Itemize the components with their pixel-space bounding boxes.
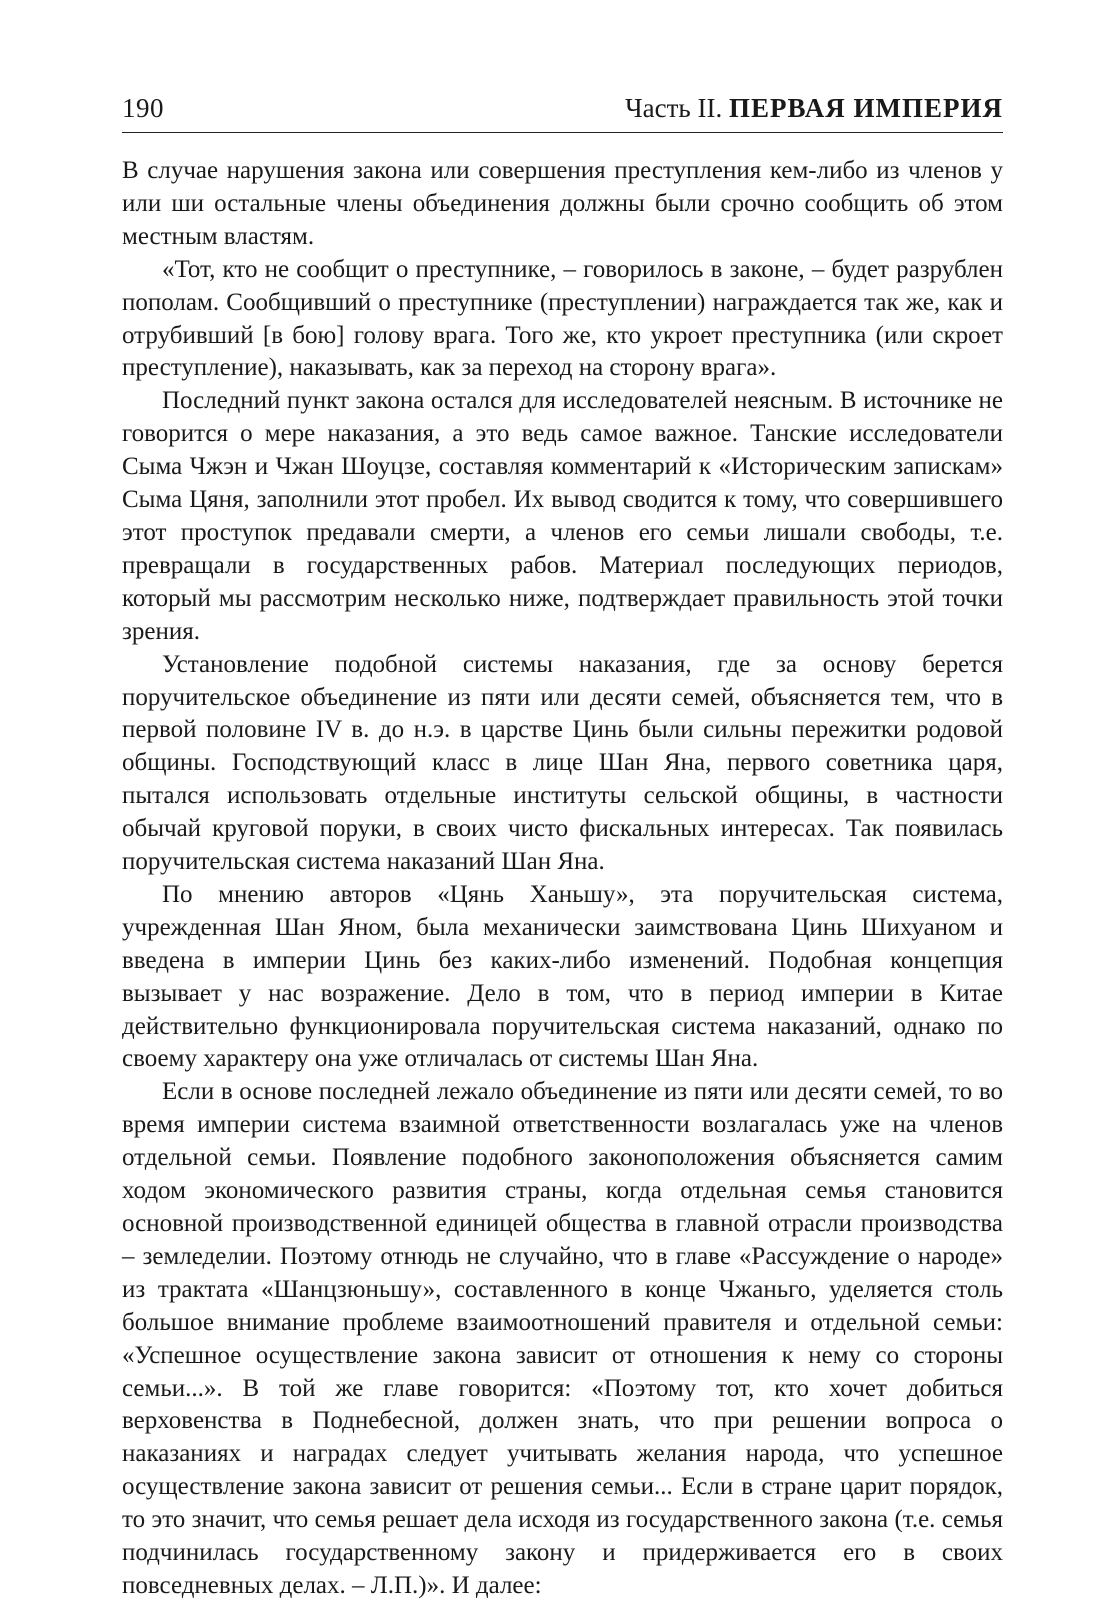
paragraph-4: Установление подобной системы наказания, где за основу берется поручительское объединение из пяти или десяти семей, объясняется тем, что в первой половине IV в. до н.э. в царстве Цинь были сильны пережитки родовой общины. Господствующий класс в лице Шан Яна, первого советника царя, пытался использовать отдельные институты сельской общины, в частности обычай круговой поруки, в своих чисто фискальных интересах. Так появилась поручительская система наказаний Шан Яна. <box>122 650 1003 876</box>
book-page <box>122 88 1003 1603</box>
paragraph-1: В случае нарушения закона или совершения преступления кем-либо из членов у или ши остальные члены объединения должны были срочно сообщить об этом местным властям. <box>122 157 1003 250</box>
part-name: ПЕРВАЯ ИМПЕРИЯ <box>728 93 1003 123</box>
part-title <box>625 88 1003 128</box>
paragraph-2: «Тот, кто не сообщит о преступнике, – говорилось в законе, – будет разрублен пополам. Сообщивший о преступнике (преступлении) награждается так же, как и отрубивший [в бою] голову врага. Того же, кто укроет преступника (или скроет преступление), наказывать, как за переход на сторону врага». <box>122 255 1003 382</box>
page-number: 190 <box>122 93 164 123</box>
part-label: Часть II. <box>625 93 729 123</box>
running-header <box>122 88 1003 133</box>
paragraph-3: Последний пункт закона остался для исследователей неясным. В источнике не говорится о мере наказания, а это ведь самое важное. Танские исследователи Сыма Чжэн и Чжан Шоуцзе, составляя комментарий к «Историческим запискам» Сыма Цяня, заполнили этот пробел. Их вывод сводится к тому, что совершившего этот проступок предавали смерти, а членов его семьи лишали свободы, т.е. превращали в государственных рабов. Материал последующих периодов, который мы рассмотрим несколько ниже, подтверждает правильность этой точки зрения. <box>122 387 1003 645</box>
paragraph-6: Если в основе последней лежало объединение из пяти или десяти семей, то во время империи система взаимной ответственности возлагалась уже на членов отдельной семьи. Появление подобного законоположения объясняется самим ходом экономического развития страны, когда отдельная семья становится основной производственной единицей общества в главной отрасли производства – земледелии. Поэтому отнюдь не случайно, что в главе «Рассуждение о народе» из трактата «Шанцзюньшу», составленного в конце Чжаньго, уделяется столь большое внимание проблеме взаимоотношений правителя и отдельной семьи: «Успешное осуществление закона зависит от отношения к нему со стороны семьи...». В той же главе говорится: «Поэтому тот, кто хочет добиться верховенства в Поднебесной, должен знать, что при решении вопроса о наказаниях и наградах следует учитывать желания народа, что успешное осуществление закона зависит от решения семьи... Если в стране царит порядок, то это значит, что семья решает дела исходя из государственного закона (т.е. семья подчинилась государственному закону и придерживается его в своих повседневных делах. – Л.П.)». И далее: <box>122 1078 1003 1599</box>
body-text <box>122 155 1003 1603</box>
paragraph-5: По мнению авторов «Цянь Ханьшу», эта поручительская система, учрежденная Шан Яном, была механически заимствована Цинь Шихуаном и введена в империи Цинь без каких-либо изменений. Подобная концепция вызывает у нас возражение. Дело в том, что в период империи в Китае действительно функционировала поручительская система наказаний, однако по своему характеру она уже отличалась от системы Шан Яна. <box>122 880 1003 1073</box>
